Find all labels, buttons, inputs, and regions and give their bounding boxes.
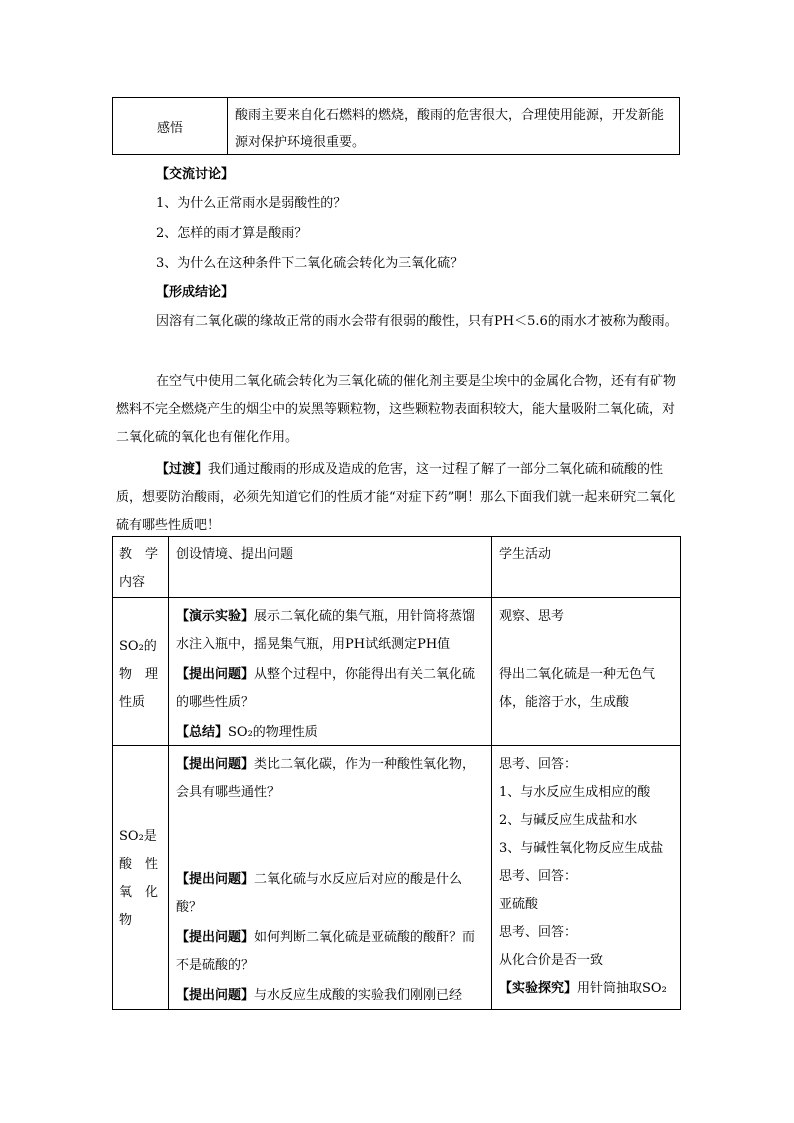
discussion-question-2: 2、怎样的雨才算是酸雨？ xyxy=(156,226,308,241)
row2-question-3 xyxy=(176,924,488,980)
row1-activity-observe: 观察、思考 xyxy=(499,609,565,624)
row2-activity-line: 3、与碱性氧化物反应生成盐 xyxy=(499,841,664,856)
transition-text: 我们通过酸雨的形成及造成的危害，这一过程了解了一部分二氧化硫和硫酸的性质，想要防治酸雨，必须先知道它们的性质才能“对症下药”啊！那么下面我们就一起来研究二氧化硫有哪些性质吧！ xyxy=(116,462,676,533)
row2-activity-line: 1、与水反应生成相应的酸 xyxy=(499,785,651,800)
conclusion-heading: 【形成结论】 xyxy=(156,285,235,300)
row1-summary-text: SO₂的物理性质 xyxy=(228,725,318,740)
reflection-label: 感悟 xyxy=(113,98,228,154)
row2-question-2 xyxy=(176,866,488,922)
header-scenario: 创设情境、提出问题 xyxy=(176,547,294,562)
reflection-table xyxy=(112,97,680,155)
row2-q3-text: 如何判断二氧化硫是亚硫酸的酸酐？而不是硫酸的？ xyxy=(176,930,476,973)
row2-q4-text: 与水反应生成酸的实验我们刚刚已经 xyxy=(254,988,463,1003)
row-divider xyxy=(113,597,680,598)
row1-demo-text: 展示二氧化硫的集气瓶，用针筒将蒸馏水注入瓶中，摇晃集气瓶，用PH试纸测定PH值 xyxy=(176,609,476,652)
reflection-content: 酸雨主要来自化石燃料的燃烧，酸雨的危害很大，合理使用能源，开发新能源对保护环境很重要。 xyxy=(235,108,665,150)
conclusion-paragraph-2 xyxy=(116,368,682,452)
row2-activity-line: 思考、回答： xyxy=(499,869,578,884)
row2-activities xyxy=(499,751,677,1003)
transition-paragraph xyxy=(116,456,682,540)
conclusion-paragraph-1 xyxy=(116,308,682,336)
row2-activity-line: 2、与碱反应生成盐和水 xyxy=(499,813,638,828)
discussion-question-1: 1、为什么正常雨水是弱酸性的？ xyxy=(156,196,347,211)
row1-question-text: 从整个过程中，你能得出有关二氧化硫的哪些性质？ xyxy=(176,667,476,710)
row2-q3-tag: 【提出问题】 xyxy=(176,930,255,945)
conclusion-p2-text: 在空气中使用二氧化硫会转化为三氧化硫的催化剂主要是尘埃中的金属化合物，还有有矿物燃料不完全燃烧产生的烟尘中的炭黑等颗粒物，这些颗粒物表面积较大，能大量吸附二氧化硫，对二氧化硫的氧化也有催化作用。 xyxy=(116,374,677,445)
row2-activity-line: 亚硫酸 xyxy=(499,897,539,912)
discussion-question-3: 3、为什么在这种条件下二氧化硫会转化为三氧化硫？ xyxy=(156,256,464,271)
row2-q2-tag: 【提出问题】 xyxy=(176,872,255,887)
row1-demo-tag: 【演示实验】 xyxy=(176,609,255,624)
header-student-activity: 学生活动 xyxy=(499,547,552,562)
row2-activity-line: 思考、回答： xyxy=(499,925,578,940)
row2-label: SO₂是酸 性氧 化物 xyxy=(119,829,159,928)
row1-demo xyxy=(176,603,488,659)
row2-q1-tag: 【提出问题】 xyxy=(176,757,255,772)
row1-question xyxy=(176,661,488,717)
row1-activity-conclusion: 得出二氧化硫是一种无色气体，能溶于水，生成酸 xyxy=(499,667,656,710)
lesson-table xyxy=(112,536,681,1010)
transition-tag: 【过渡】 xyxy=(156,462,209,477)
row2-q2-text: 二氧化硫与水反应后对应的酸是什么酸？ xyxy=(176,872,463,915)
row2-activity-line: 思考、回答： xyxy=(499,757,578,772)
row2-experiment xyxy=(499,975,677,1003)
header-teaching-content: 教 学内容 xyxy=(119,547,159,590)
row1-question-tag: 【提出问题】 xyxy=(176,667,255,682)
row2-activity-line: 从化合价是否一致 xyxy=(499,953,604,968)
row1-summary-tag: 【总结】 xyxy=(176,725,229,740)
row2-question-4 xyxy=(176,982,488,1010)
column-divider xyxy=(168,537,169,1009)
row2-q1-text: 类比二氧化碳，作为一种酸性氧化物，会具有哪些通性？ xyxy=(176,757,476,800)
row2-question-1 xyxy=(176,751,488,807)
conclusion-p1-text: 因溶有二氧化碳的缘故正常的雨水会带有很弱的酸性，只有PH＜5.6的雨水才被称为酸雨。 xyxy=(156,314,678,329)
row2-experiment-text: 用针筒抽取SO₂ xyxy=(577,981,667,996)
row1-label: SO₂的物 理性质 xyxy=(119,639,159,710)
column-divider xyxy=(491,537,492,1009)
row1-summary xyxy=(176,719,488,747)
discussion-heading: 【交流讨论】 xyxy=(156,167,235,182)
row2-experiment-tag: 【实验探究】 xyxy=(499,981,578,996)
row2-q4-tag: 【提出问题】 xyxy=(176,988,255,1003)
